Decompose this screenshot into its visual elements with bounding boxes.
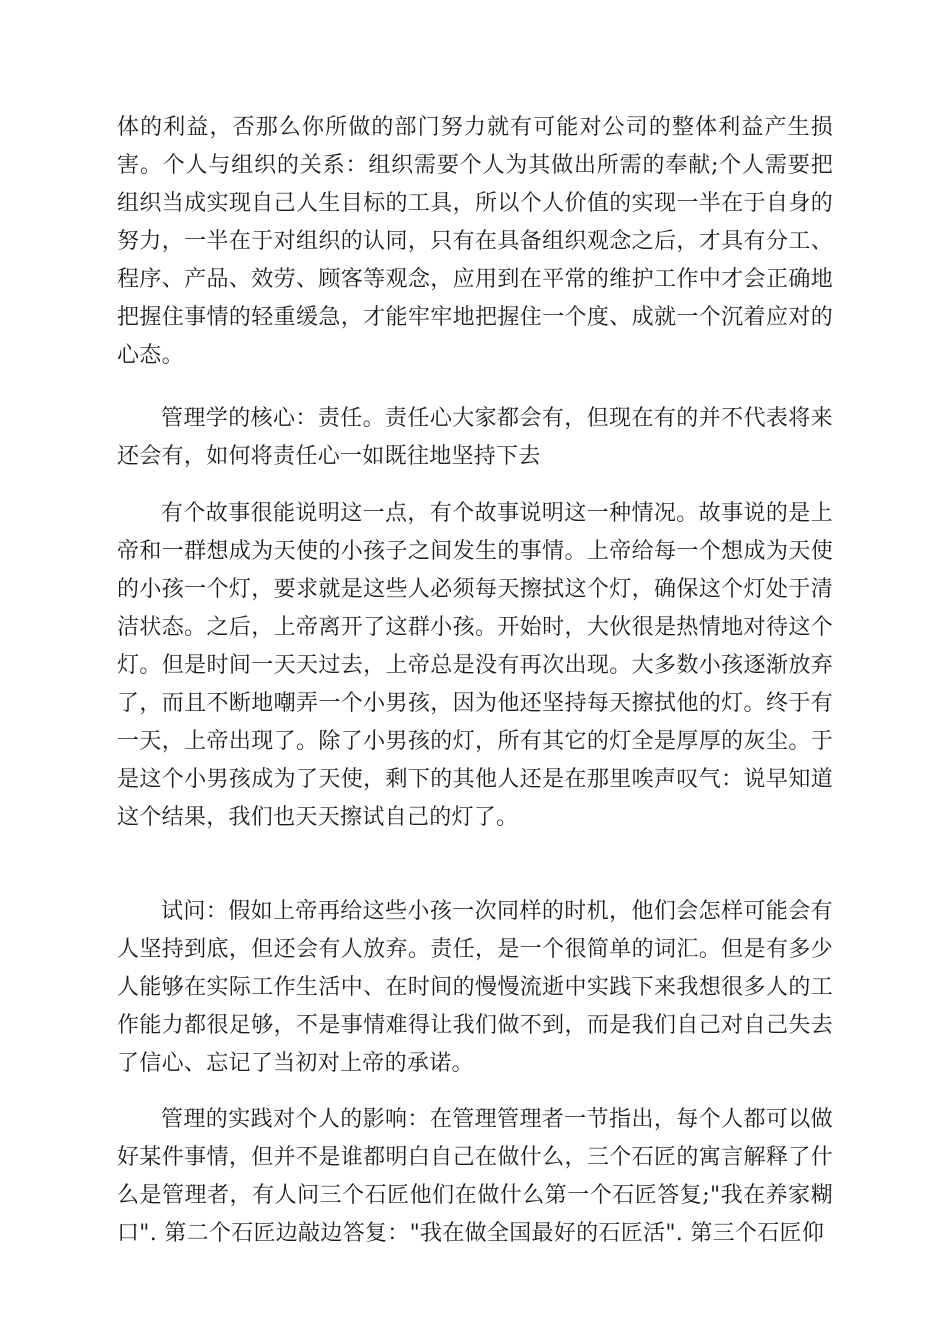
paragraph-question-responsibility: 试问：假如上帝再给这些小孩一次同样的时机，他们会怎样可能会有人坚持到底，但还会有人放弃。责任，是一个很简单的词汇。但是有多少人能够在实际工作生活中、在时间的慢慢流逝中实践下来我想很多人的工作能力都很足够，不是事情难得让我们做不到，而是我们自己对自己失去了信心、忘记了当初对上帝的承诺。 — [117, 899, 833, 1076]
paragraph-management-core-responsibility: 管理学的核心：责任。责任心大家都会有，但现在有的并不代表将来还会有，如何将责任心一如既往地坚持下去 — [117, 406, 833, 469]
paragraph-three-stonemasons: 管理的实践对个人的影响：在管理管理者一节指出，每个人都可以做好某件事情，但并不是谁都明白自己在做什么，三个石匠的寓言解释了什么是管理者，有人问三个石匠他们在做什么第一个石匠答复;"我在养家糊口". 第二个石匠边敲边答复："我在做全国最好的石匠活". 第三个石匠仰 — [117, 1107, 833, 1246]
paragraph-organization-relationship: 体的利益，否那么你所做的部门努力就有可能对公司的整体利益产生损害。个人与组织的关系：组织需要个人为其做出所需的奉献;个人需要把组织当成实现自己人生目标的工具，所以个人价值的实现一半在于自身的努力，一半在于对组织的认同，只有在具备组织观念之后，才具有分工、程序、产品、效劳、顾客等观念，应用到在平常的维护工作中才会正确地把握住事情的轻重缓急，才能牢牢地把握住一个度、成就一个沉着应对的心态。 — [117, 115, 833, 368]
paragraph-angel-lamp-story: 有个故事很能说明这一点，有个故事说明这一种情况。故事说的是上帝和一群想成为天使的小孩子之间发生的事情。上帝给每一个想成为天使的小孩一个灯，要求就是这些人必须每天擦拭这个灯，确保这个灯处于清洁状态。之后，上帝离开了这群小孩。开始时，大伙很是热情地对待这个灯。但是时间一天天过去，上帝总是没有再次出现。大多数小孩逐渐放弃了，而且不断地嘲弄一个小男孩，因为他还坚持每天擦拭他的灯。终于有一天，上帝出现了。除了小男孩的灯，所有其它的灯全是厚厚的灰尘。于是这个小男孩成为了天使，剩下的其他人还是在那里唉声叹气：说早知道这个结果，我们也天天擦试自己的灯了。 — [117, 501, 833, 830]
